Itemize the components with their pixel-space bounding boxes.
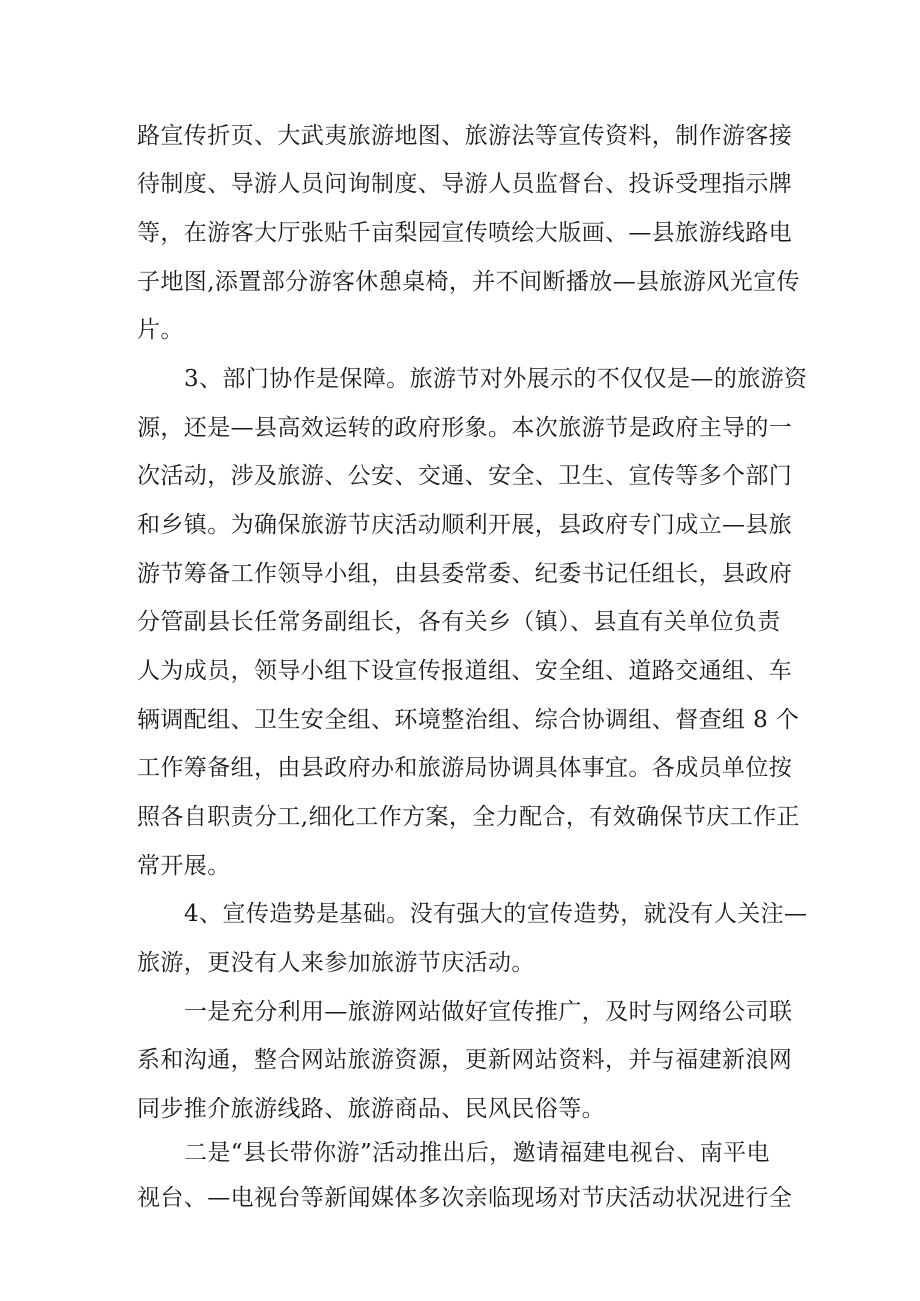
text-line: 同步推介旅游线路、旅游商品、民风民俗等。 <box>137 1096 605 1122</box>
text-line: 旅游，更没有人来参加旅游节庆活动。 <box>137 950 535 976</box>
text-line: 照各自职责分工,细化工作方案，全力配合，有效确保节庆工作正 <box>137 804 800 830</box>
text-line: 工作筹备组，由县政府办和旅游局协调具体事宜。各成员单位按 <box>137 755 793 781</box>
paragraph-item-two: 二是“县长带你游”活动推出后，邀请福建电视台、南平电 <box>184 1140 770 1166</box>
text-line: 视台、—电视台等新闻媒体多次亲临现场对节庆活动状况进行全 <box>137 1185 793 1211</box>
text-line: 片。 <box>137 317 184 343</box>
text-line: 源，还是—县高效运转的政府形象。本次旅游节是政府主导的一 <box>137 415 793 441</box>
text-line: 游节筹备工作领导小组，由县委常委、纪委书记任组长，县政府 <box>137 561 793 587</box>
text-line: 子地图,添置部分游客休憩桌椅，并不间断播放—县旅游风光宣传 <box>137 269 800 295</box>
text-line: 路宣传折页、大武夷旅游地图、旅游法等宣传资料，制作游客接 <box>137 123 793 149</box>
text-line: 次活动，涉及旅游、公安、交通、安全、卫生、宣传等多个部门 <box>137 463 793 489</box>
text-line: 系和沟通，整合网站旅游资源，更新网站资料，并与福建新浪网 <box>137 1047 793 1073</box>
text-line: 人为成员，领导小组下设宣传报道组、安全组、道路交通组、车 <box>137 658 793 684</box>
paragraph-4-heading: 4、宣传造势是基础。没有强大的宣传造势，就没有人关注— <box>184 901 808 927</box>
text-line: 等，在游客大厅张贴千亩梨园宣传喷绘大版画、—县旅游线路电 <box>137 220 793 246</box>
text-line: 辆调配组、卫生安全组、环境整治组、综合协调组、督查组 8 个 <box>137 707 800 733</box>
text-line: 和乡镇。为确保旅游节庆活动顺利开展，县政府专门成立—县旅 <box>137 512 793 538</box>
paragraph-item-one: 一是充分利用—旅游网站做好宣传推广，及时与网络公司联 <box>184 999 793 1025</box>
text-line: 待制度、导游人员问询制度、导游人员监督台、投诉受理指示牌 <box>137 171 793 197</box>
paragraph-3-heading: 3、部门协作是保障。旅游节对外展示的不仅仅是—的旅游资 <box>184 366 808 392</box>
text-line: 常开展。 <box>137 853 231 879</box>
text-line: 分管副县长任常务副组长，各有关乡（镇）、县直有关单位负责 <box>137 609 781 635</box>
